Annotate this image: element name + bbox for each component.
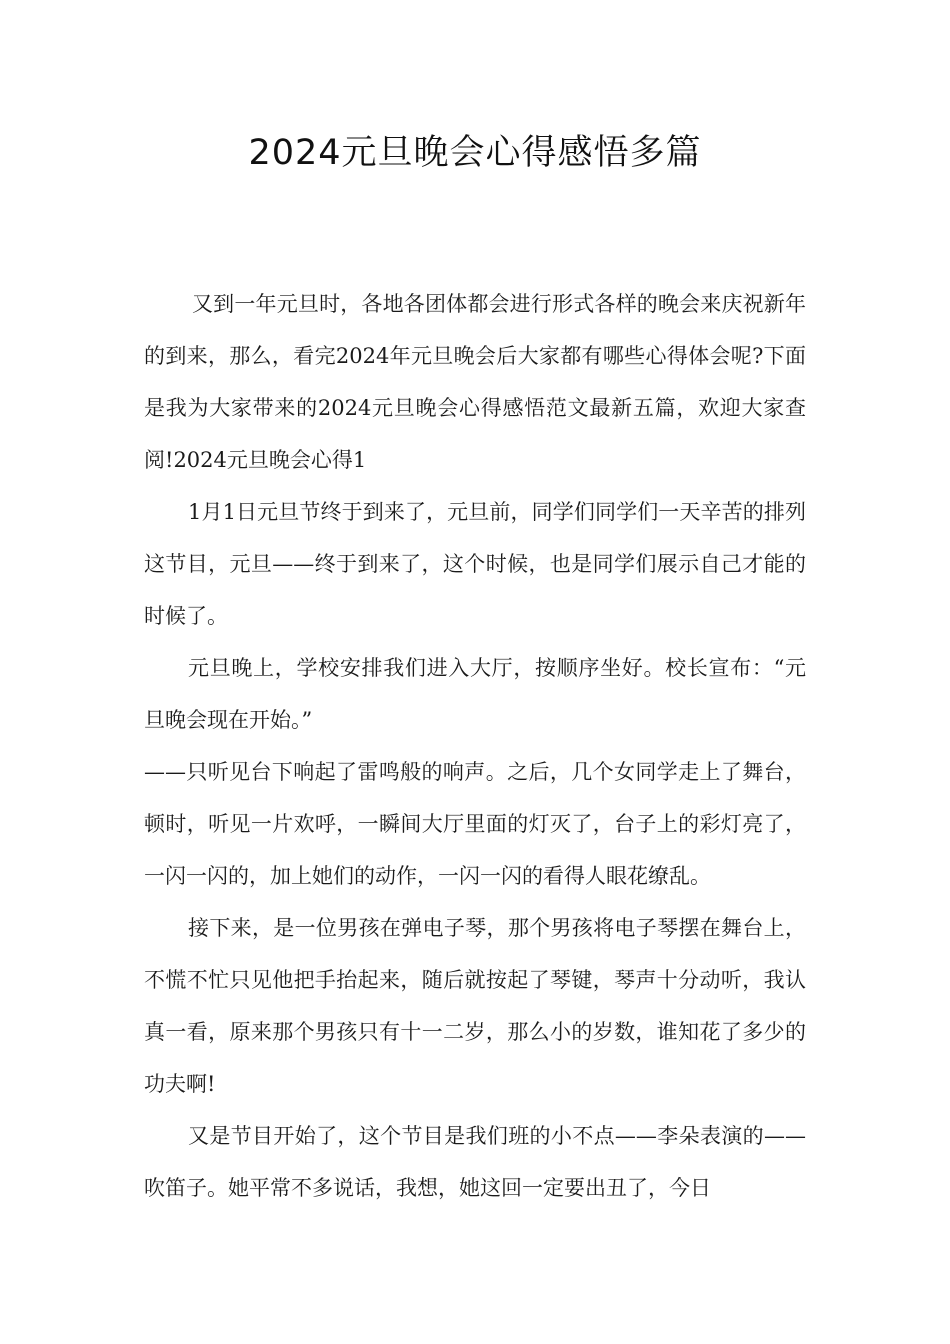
paragraph-dance-performance: ——只听见台下响起了雷鸣般的响声。之后，几个女同学走上了舞台，顿时，听见一片欢呼，一瞬间大厅里面的灯灭了，台子上的彩灯亮了，一闪一闪的，加上她们的动作，一闪一闪的看得人眼花缭乱。 xyxy=(144,760,806,888)
document-body xyxy=(144,278,806,1214)
paragraph-hall-opening: 元旦晚上，学校安排我们进入大厅，按顺序坐好。校长宣布：“元旦晚会现在开始。” xyxy=(144,656,806,732)
paragraph-intro: 又到一年元旦时，各地各团体都会进行形式各样的晚会来庆祝新年的到来，那么，看完2024年元旦晚会后大家都有哪些心得体会呢?下面是我为大家带来的2024元旦晚会心得感悟范文最新五篇，欢迎大家查阅!2024元旦晚会心得1 xyxy=(144,292,806,472)
paragraph-keyboard-performance: 接下来，是一位男孩在弹电子琴，那个男孩将电子琴摆在舞台上，不慌不忙只见他把手抬起来，随后就按起了琴键，琴声十分动听，我认真一看，原来那个男孩只有十一二岁，那么小的岁数，谁知花了多少的功夫啊! xyxy=(144,916,806,1096)
paragraph-new-year-day: 1月1日元旦节终于到来了，元旦前，同学们同学们一天辛苦的排列这节目，元旦——终于到来了，这个时候，也是同学们展示自己才能的时候了。 xyxy=(144,500,806,628)
paragraph-flute-performance: 又是节目开始了，这个节目是我们班的小不点——李朵表演的——吹笛子。她平常不多说话，我想，她这回一定要出丑了，今日 xyxy=(144,1124,806,1200)
document-title: 2024元旦晚会心得感悟多篇 xyxy=(248,133,702,173)
